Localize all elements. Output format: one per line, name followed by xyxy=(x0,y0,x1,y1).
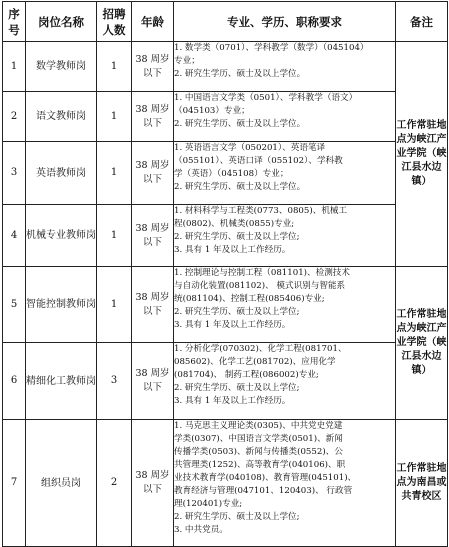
header-requirements: 专业、学历、职称要求 xyxy=(174,2,396,42)
count-cell: 2 xyxy=(97,420,132,547)
requirement-line: 2. 研究生学历、硕士及以上学位。 xyxy=(174,69,306,79)
requirement-line: 3. 中共党员。 xyxy=(174,525,228,535)
requirement-line: 3. 具有 1 年及以上工作经历。 xyxy=(174,396,291,406)
position-cell: 组织员岗 xyxy=(26,420,97,547)
requirement-line: 2. 研究生学历、硕士及以上学位。 xyxy=(174,182,306,192)
requirements-cell xyxy=(174,205,396,267)
requirement-line: 业技术教育学(040108)、教育管理(045101)、 xyxy=(174,473,357,483)
table-row xyxy=(3,420,448,547)
age-cell: 38 周岁以下 xyxy=(132,343,174,420)
requirement-line: 1. 马克思主义理论类(0305)、中共党史党建 xyxy=(174,421,343,431)
header-position: 岗位名称 xyxy=(26,2,97,42)
header-count: 招聘人数 xyxy=(97,2,132,42)
header-row xyxy=(3,2,448,42)
note-cell-group2: 工作常驻地点为峡江产业学院（峡江县水边镇） xyxy=(396,267,448,420)
requirement-line: 学（英语）（045108）专业； xyxy=(174,169,289,179)
count-cell: 1 xyxy=(97,267,132,343)
requirements-cell xyxy=(174,42,396,92)
requirement-line: 教育经济与管理(047101、120403)、 行政管 xyxy=(174,486,353,496)
header-note: 备注 xyxy=(396,2,448,42)
requirement-line: （055101）、英语口译（055102）、学科教 xyxy=(174,156,343,166)
count-cell: 3 xyxy=(97,343,132,420)
requirement-line: 1. 中国语言文学类（0501）、学科教学（语文） xyxy=(174,93,358,103)
requirement-line: 2. 研究生学历、硕士及以上学位; xyxy=(174,307,300,317)
position-cell: 智能控制教师岗 xyxy=(26,267,97,343)
seq-cell: 2 xyxy=(3,92,26,142)
table-row xyxy=(3,267,448,343)
requirement-line: 专业； xyxy=(174,56,200,66)
count-cell: 1 xyxy=(97,92,132,142)
seq-cell: 6 xyxy=(3,343,26,420)
requirement-line: 程(0802)、机械类(0855)专业; xyxy=(174,219,295,229)
seq-cell: 4 xyxy=(3,205,26,267)
count-cell: 1 xyxy=(97,142,132,205)
recruitment-table xyxy=(2,1,448,547)
requirement-line: 3. 具有 1 年及以上工作经历。 xyxy=(174,320,291,330)
requirements-cell xyxy=(174,92,396,142)
age-cell: 38 周岁以下 xyxy=(132,267,174,343)
requirement-line: 1. 分析化学(070302)、化学工程(081701、 xyxy=(174,344,347,354)
position-cell: 语文教师岗 xyxy=(26,92,97,142)
requirement-line: 1. 控制理论与控制工程（081101)、检测技术 xyxy=(174,268,350,278)
note-cell-group1: 工作常驻地点为峡江产业学院（峡江县水边镇） xyxy=(396,42,448,267)
table-row xyxy=(3,92,448,142)
age-cell: 38 周岁以下 xyxy=(132,92,174,142)
position-cell: 机械专业教师岗 xyxy=(26,205,97,267)
requirement-line: 085602)、化学工艺(081702)、应用化学 xyxy=(174,357,336,367)
requirement-line: 1. 英语语言文学（050201）、英语笔译 xyxy=(174,143,326,153)
requirement-line: 2. 研究生学历、硕士及以上学位。 xyxy=(174,119,306,129)
note-cell-group3: 工作常驻地点为南昌或共青校区 xyxy=(396,420,448,547)
table-row xyxy=(3,205,448,267)
header-age: 年龄 xyxy=(132,2,174,42)
requirement-line: 1. 数学类（0701）、学科教学（数学）（045104） xyxy=(174,43,369,53)
age-cell: 38 周岁以下 xyxy=(132,42,174,92)
seq-cell: 7 xyxy=(3,420,26,547)
requirement-line: 统(081104)、控制工程(085406)专业; xyxy=(174,294,325,304)
count-cell: 1 xyxy=(97,42,132,92)
requirement-line: 理(120401)专业; xyxy=(174,499,243,509)
table-row xyxy=(3,42,448,92)
age-cell: 38 周岁以下 xyxy=(132,420,174,547)
requirement-line: 3. 具有 1 年及以上工作经历。 xyxy=(174,245,291,255)
table-row xyxy=(3,142,448,205)
requirement-line: (081704)、 制药工程(086002)专业; xyxy=(174,370,319,380)
count-cell: 1 xyxy=(97,205,132,267)
age-cell: 38 周岁以下 xyxy=(132,142,174,205)
requirement-line: 学类(0307)、中国语言文学类(0501)、新闻 xyxy=(174,434,343,444)
requirements-cell xyxy=(174,420,396,547)
requirement-line: 2. 研究生学历、硕士及以上学位; xyxy=(174,512,300,522)
table-row xyxy=(3,343,448,420)
age-cell: 38 周岁以下 xyxy=(132,205,174,267)
header-seq: 序号 xyxy=(3,2,26,42)
seq-cell: 5 xyxy=(3,267,26,343)
requirement-line: 2. 研究生学历、硕士及以上学位; xyxy=(174,232,300,242)
recruitment-table-sheet xyxy=(2,1,448,547)
seq-cell: 1 xyxy=(3,42,26,92)
position-cell: 英语教师岗 xyxy=(26,142,97,205)
position-cell: 精细化工教师岗 xyxy=(26,343,97,420)
seq-cell: 3 xyxy=(3,142,26,205)
requirements-cell xyxy=(174,142,396,205)
requirement-line: 共管理类(1252)、高等教育学(040106)、职 xyxy=(174,460,346,470)
requirements-cell xyxy=(174,343,396,420)
requirement-line: 1. 材料科学与工程类(0773、0805)、机械工 xyxy=(174,206,348,216)
requirement-line: （045103）专业； xyxy=(174,106,250,116)
position-cell: 数学教师岗 xyxy=(26,42,97,92)
requirement-line: 传播学类(0503)、新闻与传播类(0552)、公 xyxy=(174,447,343,457)
requirement-line: 与自动化装置(081102)、 模式识别与智能系 xyxy=(174,281,346,291)
requirement-line: 2. 研究生学历、硕士及以上学位; xyxy=(174,383,300,393)
requirements-cell xyxy=(174,267,396,343)
